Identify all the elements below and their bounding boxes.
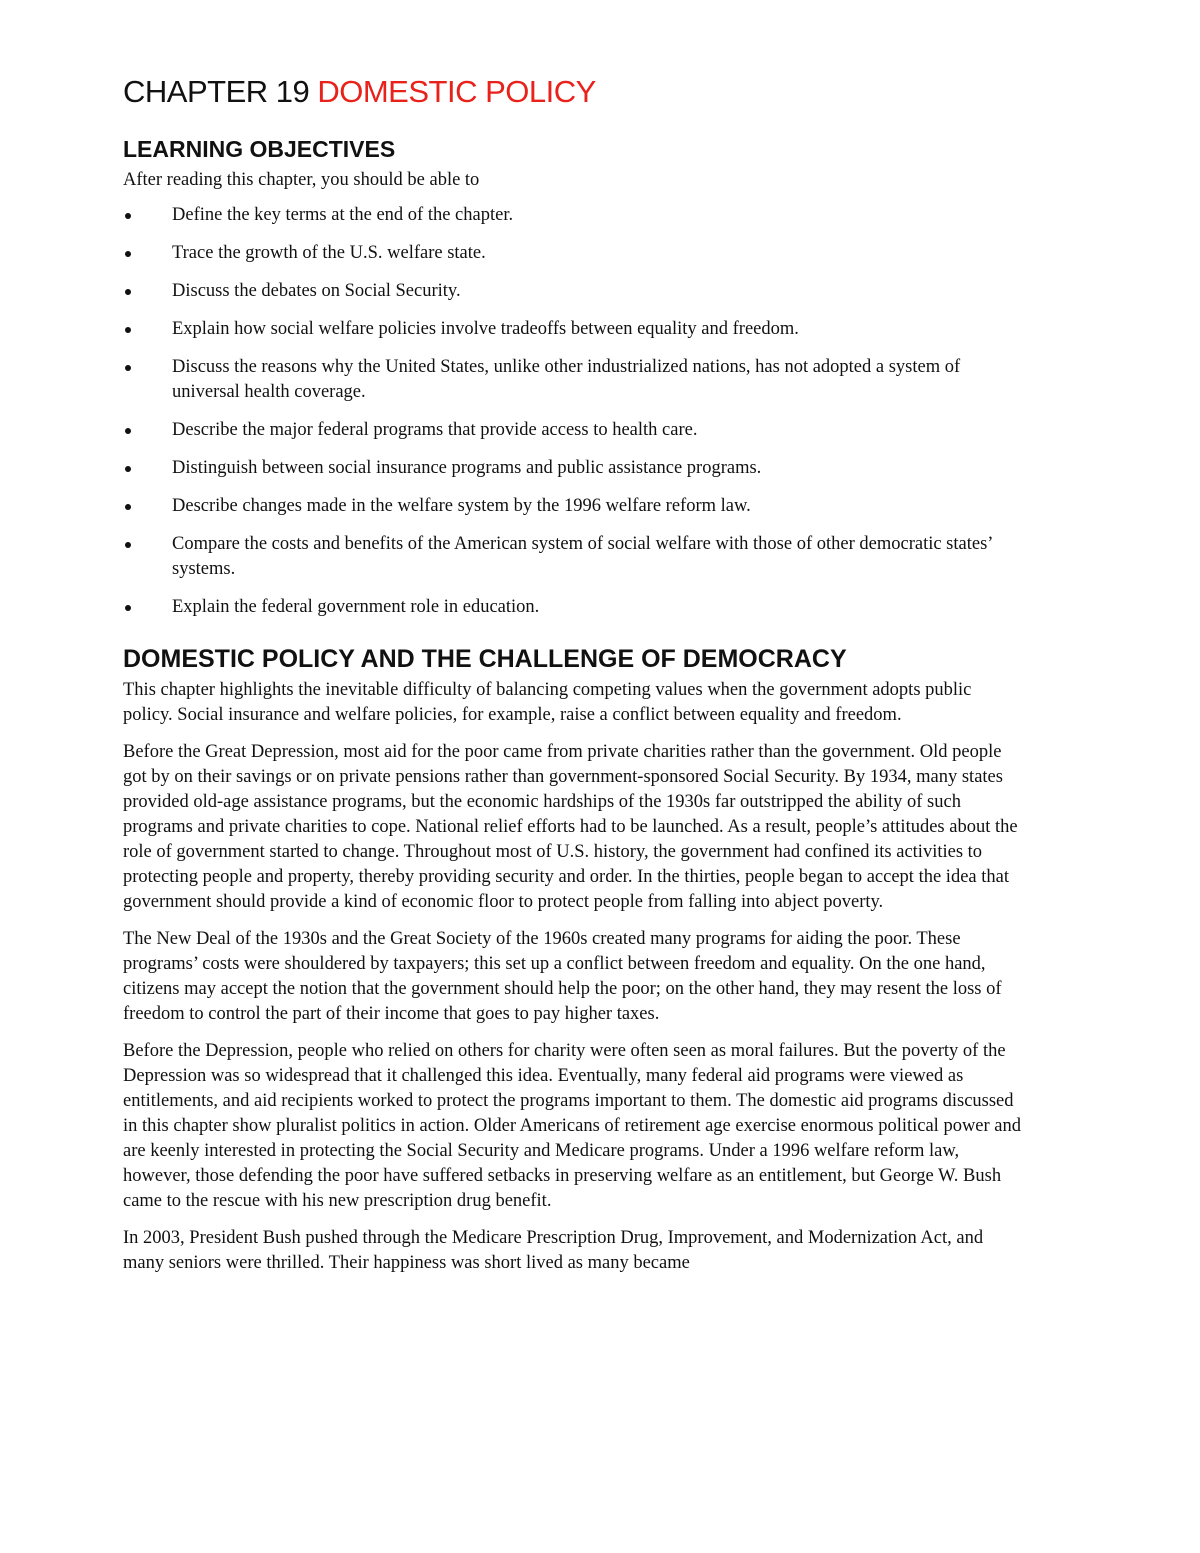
objective-item — [123, 241, 1023, 266]
bullet-icon — [125, 213, 131, 219]
bullet-icon — [125, 289, 131, 295]
bullet-icon — [125, 327, 131, 333]
bullet-icon — [125, 428, 131, 434]
chapter-name: DOMESTIC POLICY — [317, 74, 596, 109]
body-paragraph: This chapter highlights the inevitable difficulty of balancing competing values when the government adopts public policy. Social insurance and welfare policies, for example, raise a conflict between equality and freedom. — [123, 680, 972, 725]
body-paragraph: In 2003, President Bush pushed through the Medicare Prescription Drug, Improvement, and Modernization Act, and many seniors were thrilled. Their happiness was short lived as many became — [123, 1228, 984, 1273]
document-page — [123, 70, 1023, 1288]
bullet-icon — [125, 605, 131, 611]
objective-text: Define the key terms at the end of the chapter. — [172, 205, 514, 225]
bullet-icon — [125, 466, 131, 472]
body-paragraph: Before the Great Depression, most aid for the poor came from private charities rather than the government. Old people got by on their savings or on private pensions rather than government-sponsored Social Security. By 1934, many states provided old-age assistance programs, but the economic hardships of the 1930s far outstripped the ability of such programs and private charities to cope. National relief efforts had to be launched. As a result, people’s attitudes about the role of government started to change. Throughout most of U.S. history, the government had confined its activities to protecting people and property, thereby providing security and order. In the thirties, people began to accept the idea that government should provide a kind of economic floor to protect people from falling into abject poverty. — [123, 742, 1018, 912]
objective-text: Discuss the reasons why the United States, unlike other industrialized nations, has not adopted a system of universal health coverage. — [172, 357, 961, 402]
bullet-icon — [125, 542, 131, 548]
body-paragraph: Before the Depression, people who relied on others for charity were often seen as moral failures. But the poverty of the Depression was so widespread that it challenged this idea. Eventually, many federal aid programs were viewed as entitlements, and aid recipients worked to protect the programs important to them. The domestic aid programs discussed in this chapter show pluralist politics in action. Older Americans of retirement age exercise enormous political power and are keenly interested in protecting the Social Security and Medicare programs. Under a 1996 welfare reform law, however, those defending the poor have suffered setbacks in preserving welfare as an entitlement, but George W. Bush came to the rescue with his new prescription drug benefit. — [123, 1041, 1022, 1211]
objective-item — [123, 203, 1023, 228]
chapter-title — [123, 70, 1023, 114]
section-heading: DOMESTIC POLICY AND THE CHALLENGE OF DEMOCRACY — [123, 645, 847, 673]
bullet-icon — [125, 504, 131, 510]
objective-text: Compare the costs and benefits of the American system of social welfare with those of other democratic states’ systems. — [172, 534, 993, 579]
objective-item — [123, 532, 1023, 582]
bullet-icon — [125, 365, 131, 371]
objective-item — [123, 317, 1023, 342]
objective-item — [123, 279, 1023, 304]
objectives-intro: After reading this chapter, you should be able to — [123, 170, 480, 190]
objective-item — [123, 595, 1023, 620]
objective-text: Explain the federal government role in education. — [172, 597, 540, 617]
objective-item — [123, 355, 1023, 405]
bullet-icon — [125, 251, 131, 257]
objective-text: Trace the growth of the U.S. welfare state. — [172, 243, 486, 263]
objective-text: Explain how social welfare policies involve tradeoffs between equality and freedom. — [172, 319, 799, 339]
chapter-number: CHAPTER 19 — [123, 74, 310, 109]
objective-text: Discuss the debates on Social Security. — [172, 281, 461, 301]
objective-text: Distinguish between social insurance programs and public assistance programs. — [172, 458, 762, 478]
learning-objectives-heading: LEARNING OBJECTIVES — [123, 136, 396, 162]
body-paragraph: The New Deal of the 1930s and the Great Society of the 1960s created many programs for aiding the poor. These programs’ costs were shouldered by taxpayers; this set up a conflict between freedom and equality. On the one hand, citizens may accept the notion that the government should help the poor; on the other hand, they may resent the loss of freedom to control the part of their income that goes to pay higher taxes. — [123, 929, 1002, 1024]
objective-item — [123, 418, 1023, 443]
objective-text: Describe the major federal programs that provide access to health care. — [172, 420, 698, 440]
objective-item — [123, 456, 1023, 481]
objective-item — [123, 494, 1023, 519]
objectives-list — [123, 203, 1023, 620]
objective-text: Describe changes made in the welfare system by the 1996 welfare reform law. — [172, 496, 751, 516]
